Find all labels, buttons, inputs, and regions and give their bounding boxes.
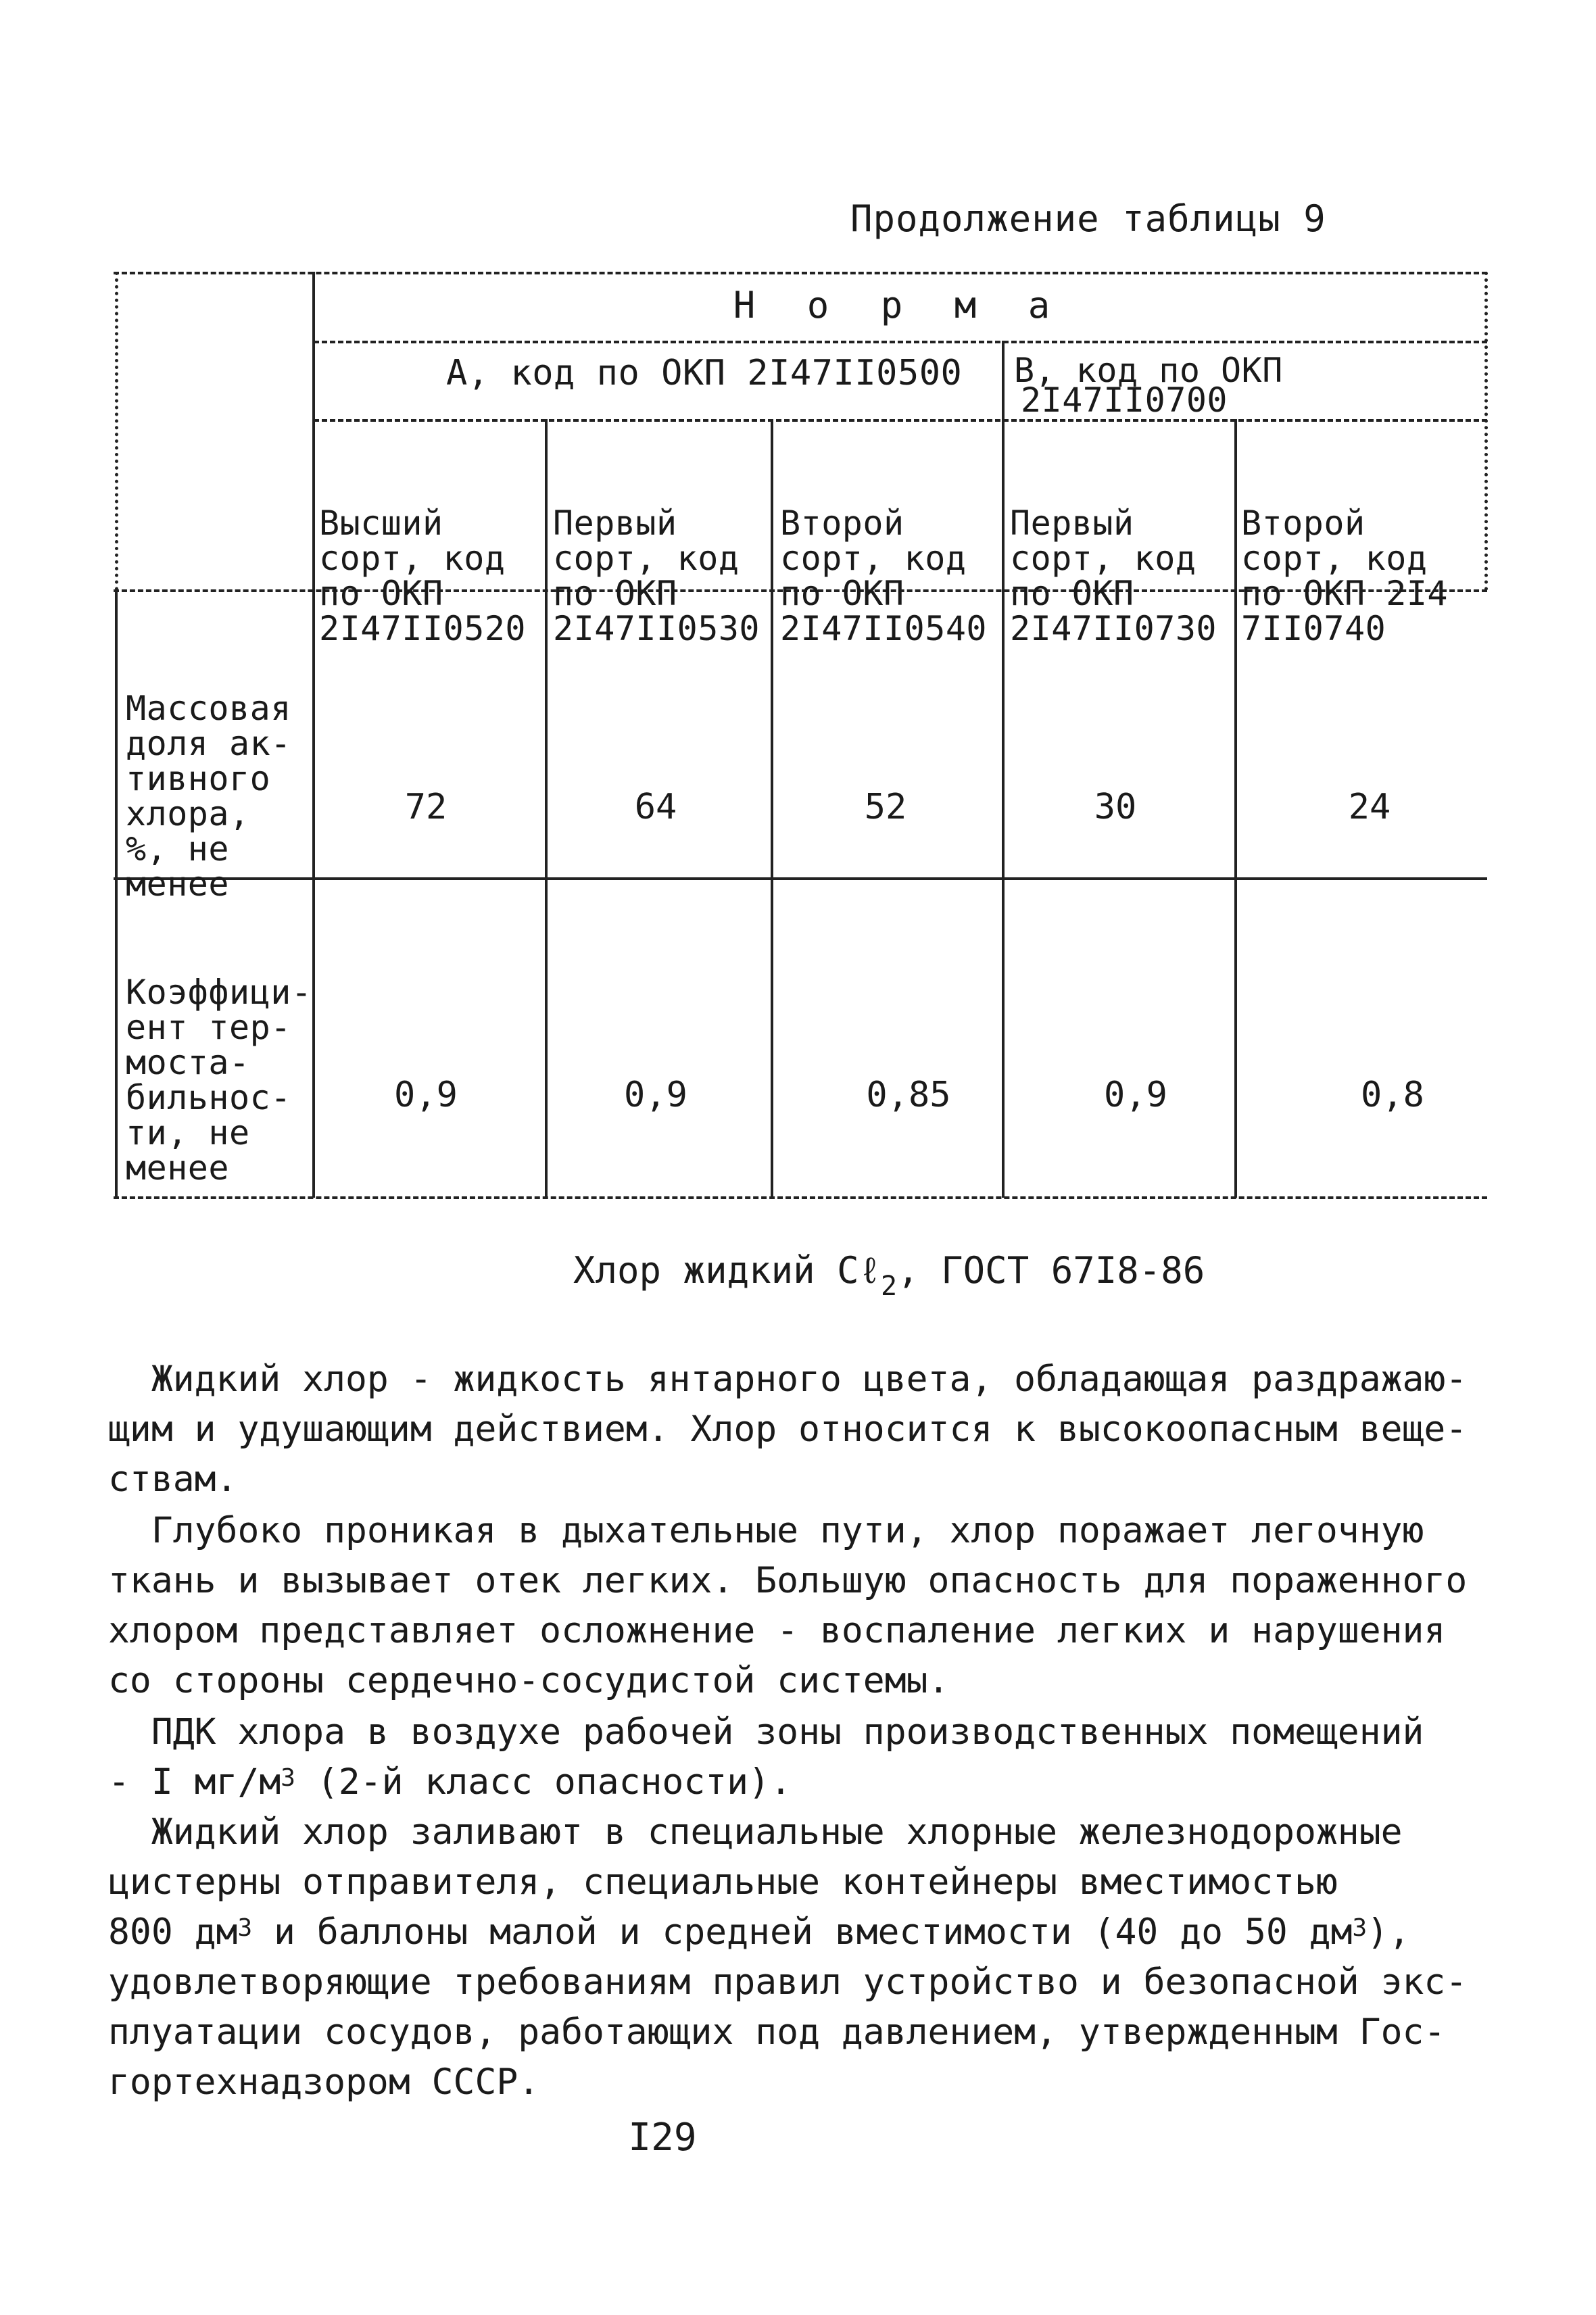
table-vline-label [312, 272, 315, 1198]
grade-header-1: Высший сорт, код по ОКП 2I47II0520 [319, 504, 527, 648]
value-cell: 0,8 [1361, 1075, 1424, 1115]
table-vline-col2 [771, 419, 773, 1198]
page-number: I29 [628, 2116, 697, 2160]
grade-header-5: Второй сорт, код по ОКП 2I4 7II0740 [1241, 504, 1449, 648]
table-vline-left [115, 272, 118, 591]
table-vline-left-lower [115, 591, 118, 1198]
table-rule-top [114, 272, 1487, 274]
value-cell: 52 [864, 787, 907, 827]
paragraph-2: Глубоко проникая в дыхательные пути, хлор поражает легочную ткань и вызывает отек легких. Большую опасность для пораженного хлором представляет осложнение - воспаление легких и нарушения со стороны сердечно-сосудистой системы. [108, 1510, 1468, 1701]
table-vline-col3 [1002, 341, 1005, 1198]
row-label-active-chlorine: Массовая доля ак- тивного хлора, %, не менее [126, 689, 291, 904]
value-cell: 0,9 [624, 1075, 687, 1115]
group-a-header: А, код по ОКП 2I47II0500 [446, 353, 963, 393]
value-cell: 64 [634, 787, 677, 827]
value-cell: 0,85 [866, 1075, 951, 1115]
grade-header-4: Первый сорт, код по ОКП 2I47II0730 [1010, 504, 1217, 648]
table-rule-groups [314, 419, 1487, 422]
section-heading: Хлор жидкий Сℓ$_2$, ГОСТ 67I8-86 [573, 1249, 1205, 1302]
group-b-header-line1: В, код по ОКП [1014, 351, 1283, 390]
table-rule-norma [314, 341, 1487, 343]
value-cell: 24 [1348, 787, 1391, 827]
table-caption: Продолжение таблицы 9 [850, 197, 1326, 240]
paragraph-3: ПДК хлора в воздухе рабочей зоны производственных помещений - I $мг/м^3$ (2-й класс опасности). [108, 1711, 1424, 1803]
norma-header: Н о р м а [733, 284, 1065, 326]
value-cell: 0,9 [1104, 1075, 1167, 1115]
group-b-header-line2: 2I47II0700 [1021, 381, 1228, 420]
row-label-thermal-stability: Коэффици- ент тер- моста- бильнос- ти, не менее [126, 973, 312, 1188]
table-vline-col1 [545, 419, 548, 1198]
table-rule-bottom [114, 1196, 1487, 1199]
table-rule-row1 [114, 877, 1487, 880]
table-vline-right [1484, 272, 1488, 591]
value-cell: 72 [404, 787, 448, 827]
value-cell: 0,9 [394, 1075, 458, 1115]
paragraph-1: Жидкий хлор - жидкость янтарного цвета, обладающая раздражаю- щим и удушающим действием. Хлор относится к высокоопасным веще- ствам. [108, 1359, 1468, 1500]
paragraph-4: Жидкий хлор заливают в специальные хлорные железнодорожные цистерны отправителя, специальные контейнеры вместимостью 800 $дм^3$ и баллоны малой и средней вместимости (40 до 50 $дм^3$), удовлетворяющие требованиям правил устройство и безопасной экс- плуатации сосудов, работающих под давлением, утвержденным Гос- гортехнадзором СССР. [108, 1811, 1468, 2103]
grade-header-2: Первый сорт, код по ОКП 2I47II0530 [553, 504, 760, 648]
value-cell: 30 [1094, 787, 1137, 827]
grade-header-3: Второй сорт, код по ОКП 2I47II0540 [780, 504, 988, 648]
